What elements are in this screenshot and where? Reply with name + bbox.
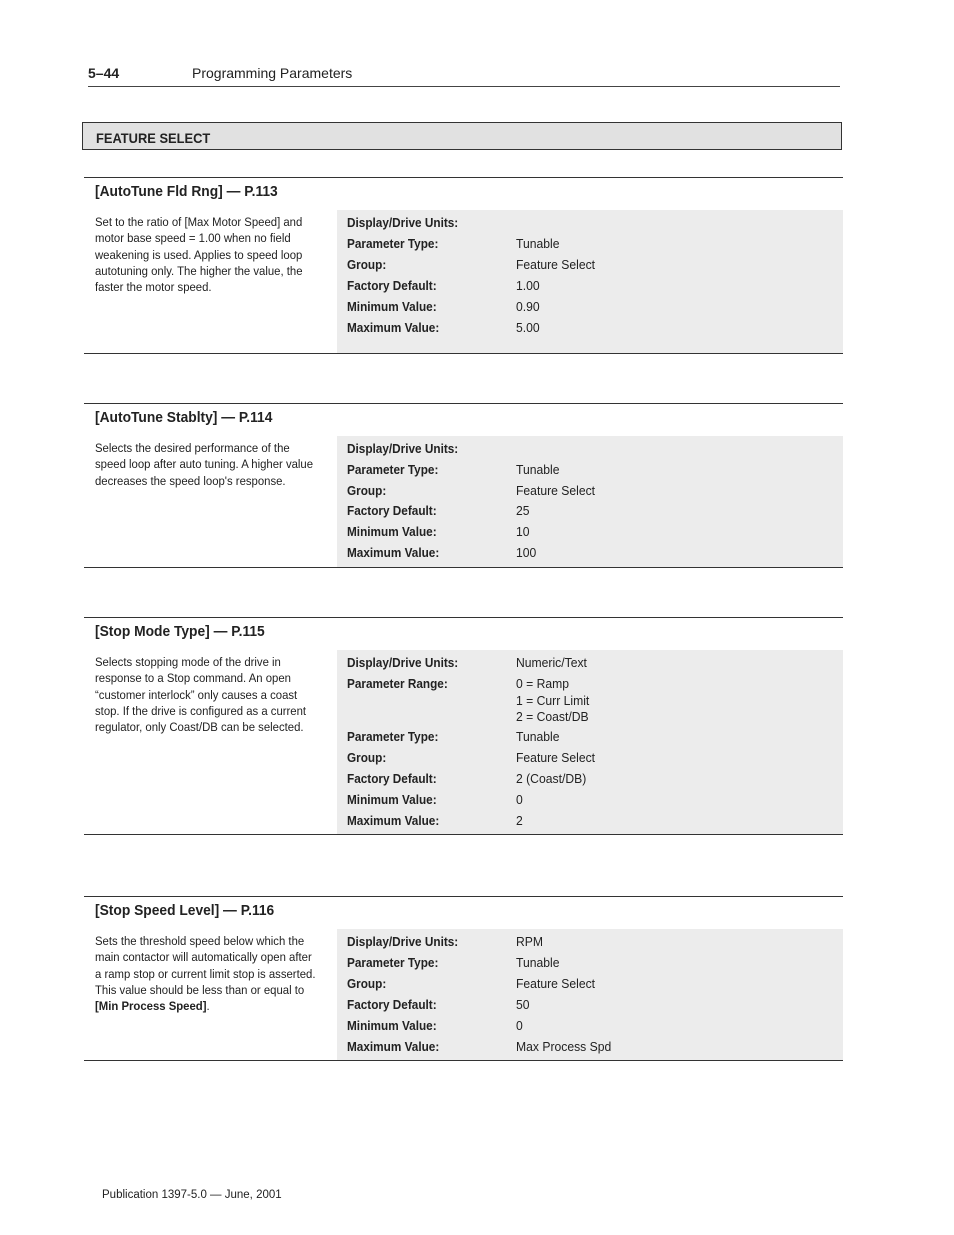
page-number: 5–44: [88, 65, 120, 81]
param-block-p116: [84, 896, 843, 1061]
param-description: Selects the desired performance of the speed loop after auto tuning. A higher value decreases the speed loop's response.: [95, 441, 314, 488]
param-title: [Stop Mode Type] — P.115: [95, 623, 265, 640]
param-title: [AutoTune Fld Rng] — P.113: [95, 183, 278, 200]
param-details-box: Display/Drive Units: Parameter Type: Tunable Group: Feature Select Factory Default: 25 Minimum Value: 10 Maximum Value: 100: [337, 436, 843, 567]
param-title: [AutoTune Stablty] — P.114: [95, 409, 273, 426]
param-description: Sets the threshold speed below which the main contactor will automatically open after a ramp stop or current limit stop is asserted. This value should be less than or equal to [Min Process Speed].: [95, 934, 316, 1014]
param-title: [Stop Speed Level] — P.116: [95, 902, 275, 919]
section-title: Programming Parameters: [192, 65, 353, 81]
feature-select-bar: [82, 122, 842, 150]
header-rule: [88, 86, 840, 87]
param-details-box: Display/Drive Units: RPM Parameter Type: Tunable Group: Feature Select Factory Default: 50 Minimum Value: 0 Maximum Value: Max Process Spd: [337, 929, 843, 1060]
param-description: Selects stopping mode of the drive in response to a Stop command. An open “customer interlock” only causes a coast stop. If the drive is configured as a current regulator, only Coast/DB can be selected.: [95, 655, 307, 735]
param-block-p114: [84, 403, 843, 568]
param-range-values: 0 = Ramp 1 = Curr Limit 2 = Coast/DB: [516, 676, 590, 724]
feature-select-label: FEATURE SELECT: [96, 130, 211, 146]
param-block-p115: [84, 617, 843, 835]
param-block-p113: [84, 177, 843, 354]
publication-footer: Publication 1397-5.0 — June, 2001: [102, 1189, 282, 1201]
param-details-box: Display/Drive Units: Parameter Type: Tunable Group: Feature Select Factory Default: 1.00 Minimum Value: 0.90 Maximum Value: 5.00: [337, 210, 843, 353]
param-reference: [Min Process Speed]: [95, 999, 207, 1014]
param-description: Set to the ratio of [Max Motor Speed] and motor base speed = 1.00 when no field weakening is used. Applies to speed loop autotuning only. The higher the value, the faster the motor speed.: [95, 215, 303, 295]
param-details-box: Display/Drive Units: Numeric/Text Parameter Range: 0 = Ramp 1 = Curr Limit 2 = Coast/DB Parameter Type: Tunable Group: Feature Select Factory Default: 2 (Coast/DB) Minimum Value: 0 Maximum Value: 2: [337, 650, 843, 834]
